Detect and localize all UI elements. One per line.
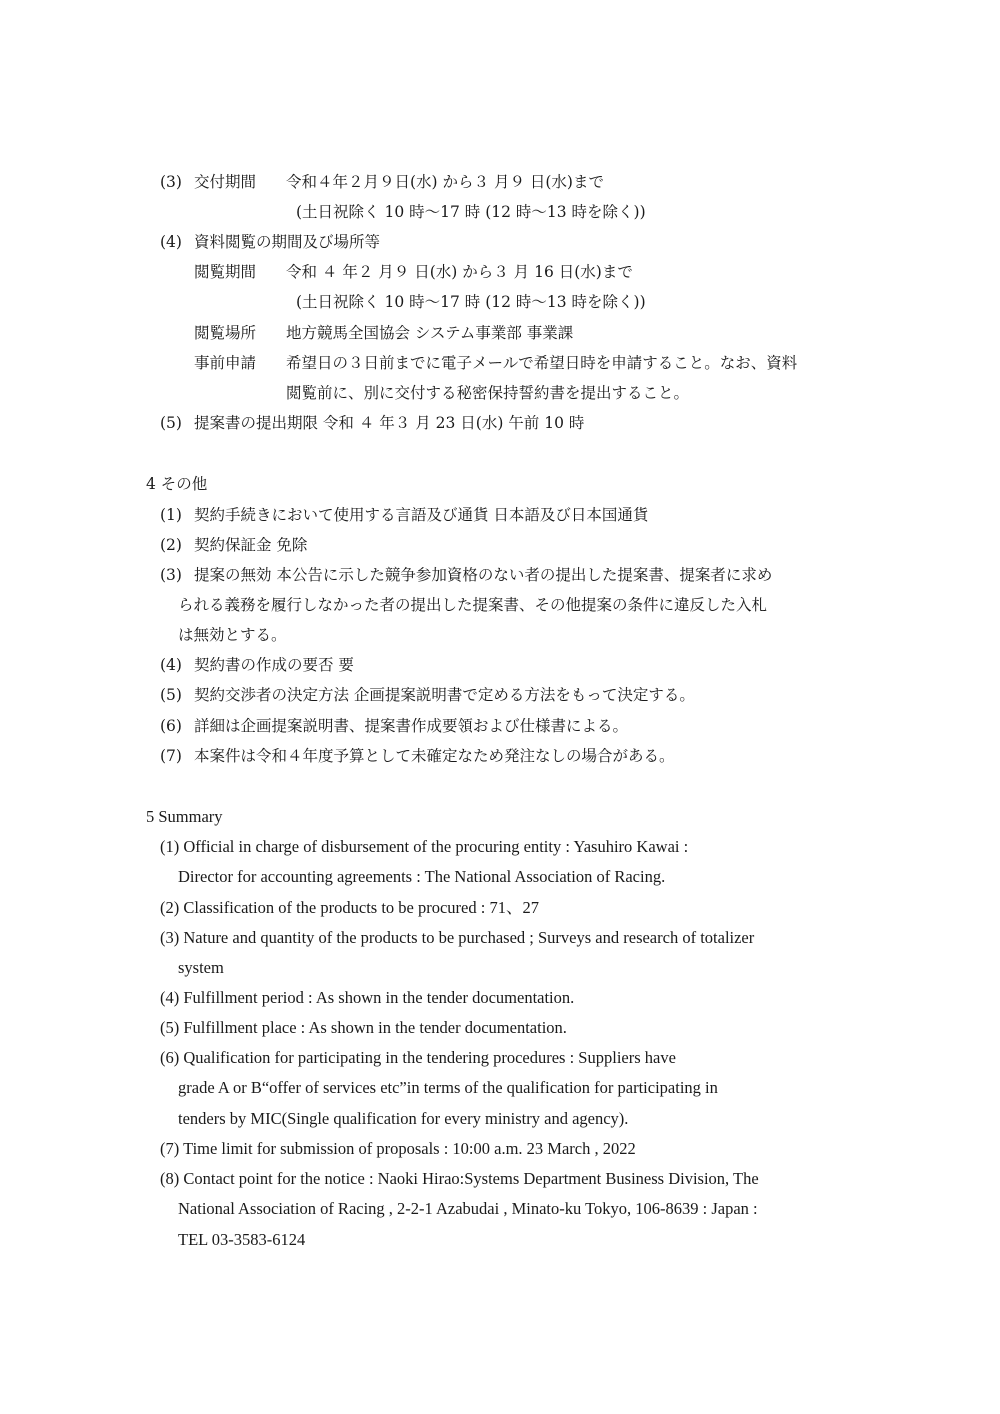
list-item-num: (6) [160, 717, 182, 735]
viewing-advance-label: 事前申請 [194, 354, 257, 372]
summary-item-line: (7) Time limit for submission of proposals : 10:00 a.m. 23 March , 2022 [160, 1139, 636, 1158]
list-item-num: (2) [160, 536, 182, 554]
summary-item-line: TEL 03-3583-6124 [178, 1230, 306, 1249]
delivery-label: 交付期間 [194, 173, 257, 191]
viewing-num: (4) [160, 233, 182, 251]
viewing-period: 令和 ４ 年２ 月９ 日(水) から３ 月 16 日(水)まで [286, 263, 633, 281]
list-item-text: 提案の無効 本公告に示した競争参加資格のない者の提出した提案書、提案者に求め [194, 566, 773, 584]
list-item-num: (3) [160, 566, 182, 584]
list-item-text: 本案件は令和４年度予算として未確定なため発注なしの場合がある。 [194, 747, 675, 765]
summary-item-line: (5) Fulfillment place : As shown in the tender documentation. [160, 1018, 567, 1037]
summary-item-line: (1) Official in charge of disbursement of the procuring entity : Yasuhiro Kawai : [160, 837, 689, 856]
viewing-period-label: 閲覧期間 [194, 263, 257, 281]
delivery-hours: (土日祝除く 10 時～17 時 (12 時～13 時を除く)) [296, 203, 646, 221]
summary-item-line: (6) Qualification for participating in the tendering procedures : Suppliers have [160, 1048, 676, 1067]
list-item-text: 契約交渉者の決定方法 企画提案説明書で定める方法をもって決定する。 [194, 686, 695, 704]
summary-item-line: Director for accounting agreements : The National Association of Racing. [178, 867, 666, 886]
list-item-num: (7) [160, 747, 182, 765]
viewing-place: 地方競馬全国協会 システム事業部 事業課 [286, 324, 574, 342]
list-item-text: 契約書の作成の要否 要 [194, 656, 354, 674]
viewing-advance-line2: 閲覧前に、別に交付する秘密保持誓約書を提出すること。 [286, 384, 690, 402]
viewing-advance-line1: 希望日の３日前までに電子メールで希望日時を申請すること。なお、資料 [286, 354, 798, 372]
list-item-text: 詳細は企画提案説明書、提案書作成要領および仕様書による。 [194, 717, 629, 735]
summary-item-line: (2) Classification of the products to be procured : 71、27 [160, 898, 539, 917]
summary-item-line: tenders by MIC(Single qualification for every ministry and agency). [178, 1109, 629, 1128]
section4-heading: 4 その他 [146, 475, 208, 493]
deadline-num: (5) [160, 414, 182, 432]
list-item-num: (5) [160, 686, 182, 704]
summary-item-line: National Association of Racing , 2-2-1 Azabudai , Minato-ku Tokyo, 106-8639 : Japan : [178, 1199, 758, 1218]
summary-item-line: (4) Fulfillment period : As shown in the tender documentation. [160, 988, 575, 1007]
delivery-num: (3) [160, 173, 182, 191]
list-item-text: 契約保証金 免除 [194, 536, 308, 554]
viewing-title: 資料閲覧の期間及び場所等 [194, 233, 381, 251]
summary-item-line: system [178, 958, 224, 977]
summary-item-line: (3) Nature and quantity of the products to be purchased ; Surveys and research of totalizer [160, 928, 755, 947]
section5-heading: 5 Summary [146, 807, 223, 826]
summary-item-line: (8) Contact point for the notice : Naoki Hirao:Systems Department Business Division, The [160, 1169, 759, 1188]
deadline-text: 提案書の提出期限 令和 ４ 年３ 月 23 日(水) 午前 10 時 [194, 414, 585, 432]
list-item-text: 契約手続きにおいて使用する言語及び通貨 日本語及び日本国通貨 [194, 506, 649, 524]
list-item-continuation: は無効とする。 [178, 626, 287, 644]
viewing-place-label: 閲覧場所 [194, 324, 257, 342]
list-item-num: (1) [160, 506, 182, 524]
list-item-num: (4) [160, 656, 182, 674]
viewing-hours: (土日祝除く 10 時～17 時 (12 時～13 時を除く)) [296, 293, 646, 311]
summary-item-line: grade A or B“offer of services etc”in terms of the qualification for participating in [178, 1078, 718, 1097]
delivery-period: 令和４年２月９日(水) から３ 月９ 日(水)まで [286, 173, 604, 191]
list-item-continuation: られる義務を履行しなかった者の提出した提案書、その他提案の条件に違反した入札 [178, 596, 768, 614]
